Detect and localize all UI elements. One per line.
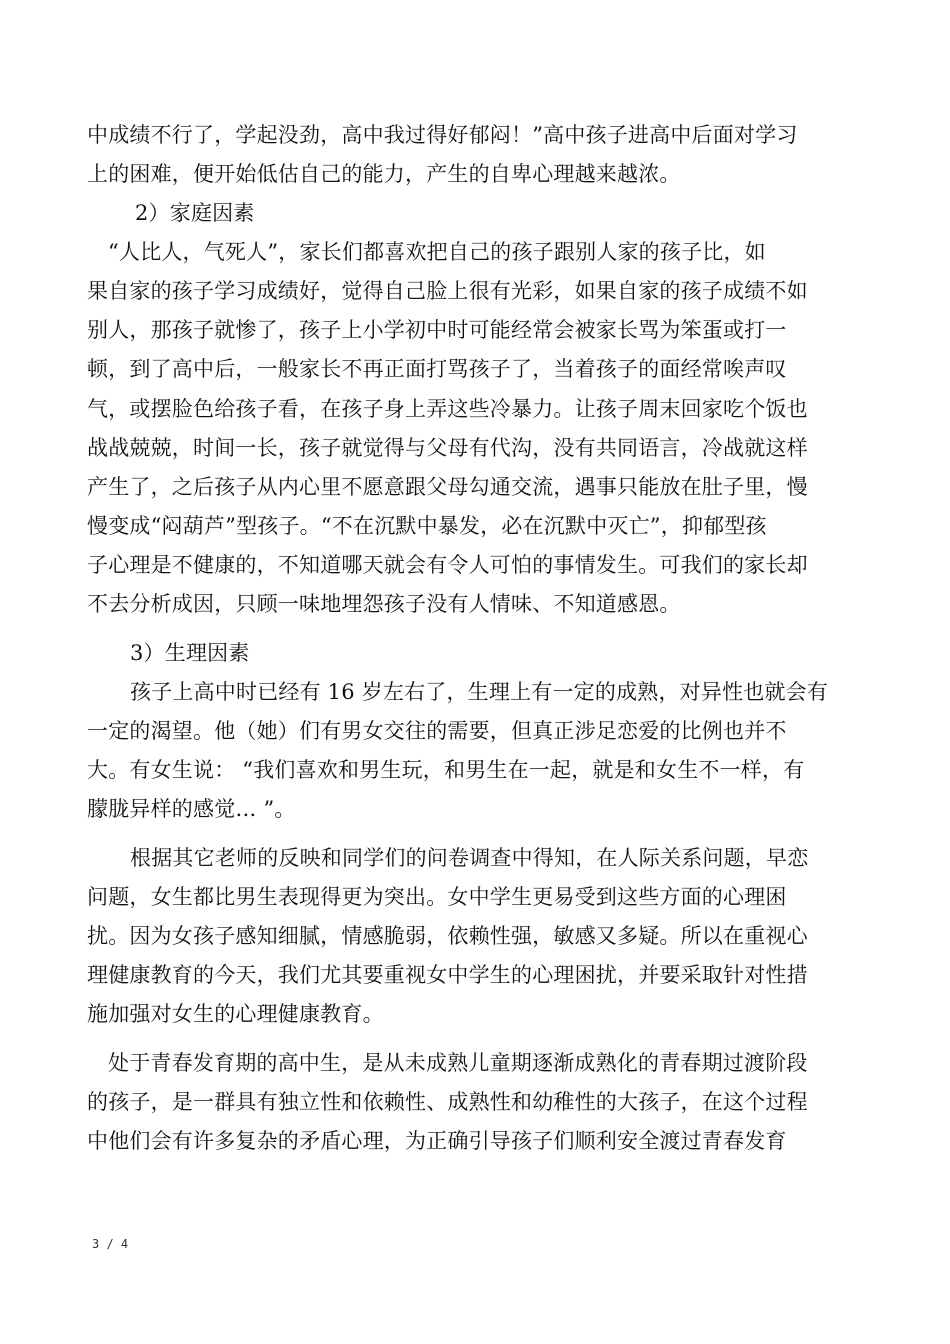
text-line: 上的困难，便开始低估自己的能力，产生的自卑心理越来越浓。 — [87, 162, 681, 186]
text-line: 气，或摆脸色给孩子看，在孩子身上弄这些冷暴力。让孩子周末回家吃个饭也 — [87, 397, 808, 421]
page-number: 3 / 4 — [92, 1237, 129, 1251]
text-line: 战战兢兢，时间一长，孩子就觉得与父母有代沟，没有共同语言，冷战就这样 — [87, 436, 808, 460]
text-line: 中他们会有许多复杂的矛盾心理，为正确引导孩子们顺利安全渡过青春发育 — [87, 1129, 787, 1153]
text-line: 施加强对女生的心理健康教育。 — [87, 1002, 384, 1026]
text-line: 大。有女生说： “我们喜欢和男生玩，和男生在一起，就是和女生不一样，有 — [87, 758, 805, 782]
text-line: 不去分析成因，只顾一味地埋怨孩子没有人情味、不知道感恩。 — [87, 592, 681, 616]
text-line: 根据其它老师的反映和同学们的问卷调查中得知，在人际关系问题，早恋 — [130, 846, 809, 870]
text-line: 孩子上高中时已经有 16 岁左右了，生理上有一定的成熟，对异性也就会有 — [130, 680, 829, 704]
text-line: 的孩子，是一群具有独立性和依赖性、成熟性和幼稚性的大孩子，在这个过程 — [87, 1090, 808, 1114]
text-line: 扰。因为女孩子感知细腻，情感脆弱，依赖性强，敏感又多疑。所以在重视心 — [87, 924, 808, 948]
text-line: 朦胧异样的感觉… ”。 — [87, 797, 296, 821]
text-line: 理健康教育的今天，我们尤其要重视女中学生的心理困扰，并要采取针对性措 — [87, 963, 808, 987]
text-line: 子心理是不健康的，不知道哪天就会有令人可怕的事情发生。可我们的家长却 — [87, 553, 808, 577]
text-line: 果自家的孩子学习成绩好，觉得自己脸上很有光彩，如果自家的孩子成绩不如 — [87, 279, 808, 303]
text-line: 中成绩不行了，学起没劲，高中我过得好郁闷！”高中孩子进高中后面对学习 — [87, 123, 798, 147]
text-line: 慢变成“闷葫芦”型孩子。“不在沉默中暴发，必在沉默中灭亡”，抑郁型孩 — [87, 514, 767, 538]
text-line: 产生了，之后孩子从内心里不愿意跟父母勾通交流，遇事只能放在肚子里，慢 — [87, 475, 808, 499]
text-line: 别人，那孩子就惨了，孩子上小学初中时可能经常会被家长骂为笨蛋或打一 — [87, 318, 787, 342]
text-line: 问题，女生都比男生表现得更为突出。女中学生更易受到这些方面的心理困 — [87, 885, 787, 909]
text-line: 顿，到了高中后，一般家长不再正面打骂孩子了，当着孩子的面经常唉声叹 — [87, 357, 787, 381]
text-line: “人比人，气死人”，家长们都喜欢把自己的孩子跟别人家的孩子比，如 — [108, 240, 766, 264]
text-line: 处于青春发育期的高中生，是从未成熟儿童期逐渐成熟化的青春期过渡阶段 — [108, 1051, 808, 1075]
section-heading: 3）生理因素 — [130, 641, 250, 665]
section-heading: 2）家庭因素 — [135, 201, 255, 225]
text-line: 一定的渴望。他（她）们有男女交往的需要，但真正涉足恋爱的比例也并不 — [87, 719, 787, 743]
